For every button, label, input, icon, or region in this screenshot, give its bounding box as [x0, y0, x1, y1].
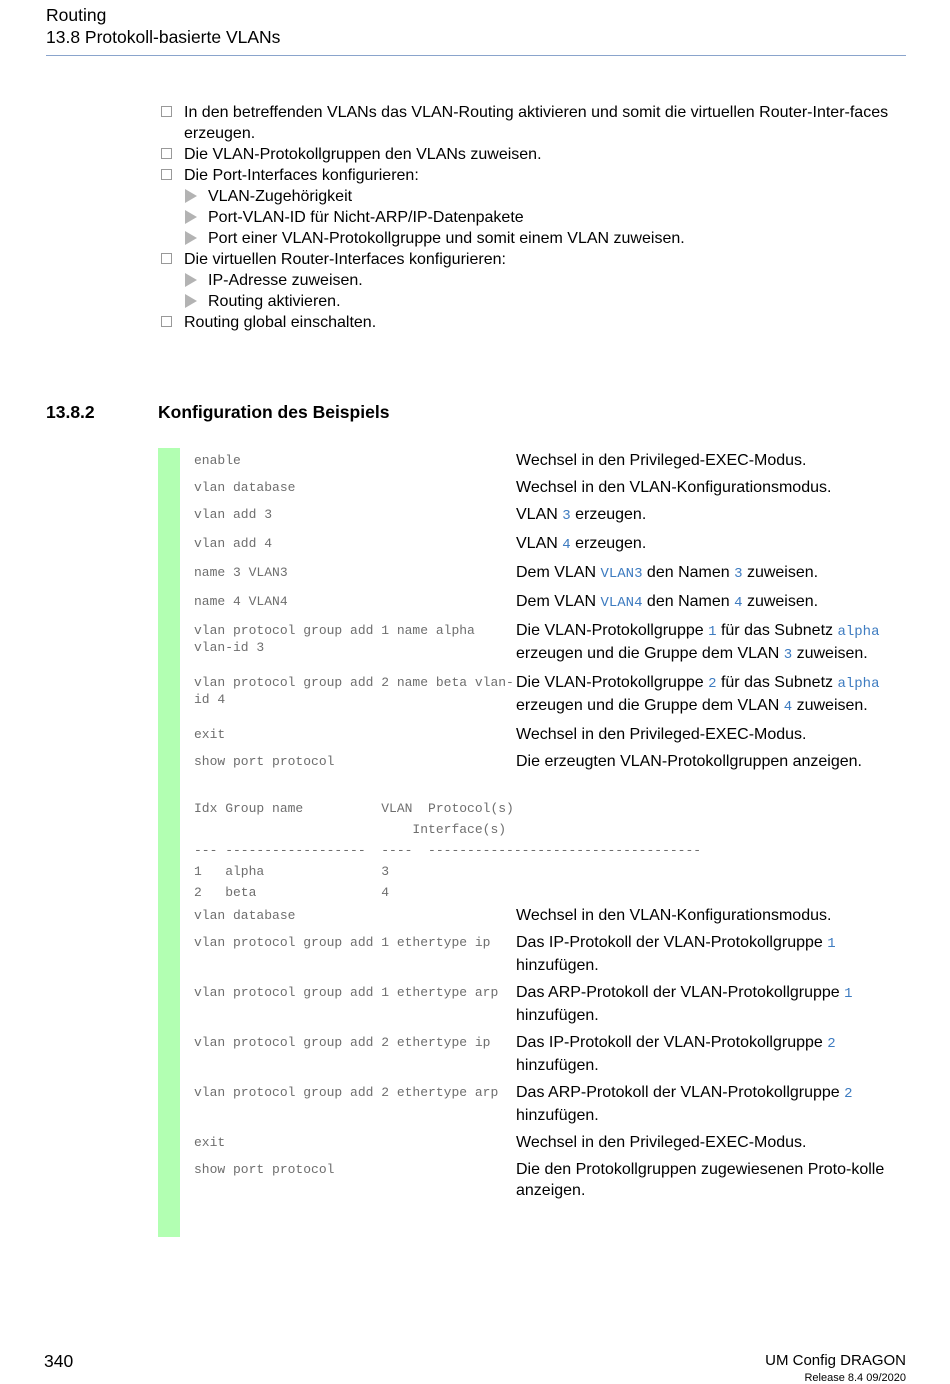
arrow-bullet-icon	[185, 210, 197, 224]
command-description	[516, 1032, 910, 1076]
description-text: für das Subnetz	[716, 622, 838, 639]
running-header	[46, 4, 280, 48]
command-text: enable	[194, 453, 241, 468]
doc-title: UM Config DRAGON	[765, 1352, 906, 1369]
description-text: VLAN	[516, 506, 563, 523]
checkbox-bullet-icon	[161, 169, 172, 180]
release-info: Release 8.4 09/2020	[804, 1372, 906, 1384]
sub-step-item	[158, 291, 910, 312]
description-text: erzeugen und die Gruppe dem VLAN	[516, 697, 784, 714]
command-row	[194, 620, 910, 666]
command-description	[516, 450, 910, 471]
step-item	[158, 312, 910, 333]
description-text: hinzufügen.	[516, 1057, 599, 1074]
description-text: Die erzeugten VLAN-Protokollgruppen anzeigen.	[516, 753, 862, 770]
description-text: Die den Protokollgruppen zugewiesenen Proto-kolle anzeigen.	[516, 1161, 885, 1199]
command-text: vlan protocol group add 2 ethertype ip	[194, 1035, 491, 1050]
description-text: Das ARP-Protokoll der VLAN-Protokollgruppe	[516, 1084, 845, 1101]
command-row	[194, 672, 910, 718]
description-text: zuweisen.	[742, 593, 819, 610]
step-list	[158, 102, 910, 333]
command-description	[516, 1082, 910, 1126]
description-text: zuweisen.	[792, 645, 868, 662]
command-text: vlan add 4	[194, 536, 273, 551]
arrow-bullet-icon	[185, 294, 197, 308]
step-item	[158, 102, 910, 144]
arrow-bullet-icon	[185, 273, 197, 287]
command-text: vlan protocol group add 1 ethertype arp	[194, 985, 499, 1000]
command-description	[516, 1132, 910, 1153]
inline-code: 2	[708, 676, 717, 692]
command-text: name 3 VLAN3	[194, 565, 288, 580]
command-description	[516, 982, 910, 1026]
command-table	[194, 450, 910, 1201]
description-text: Die VLAN-Protokollgruppe	[516, 674, 709, 691]
description-text: Wechsel in den VLAN-Konfigurationsmodus.	[516, 479, 832, 496]
command-row	[194, 1032, 910, 1076]
command-text: exit	[194, 727, 226, 742]
command-text: show port protocol	[194, 754, 335, 769]
section-number: 13.8.2	[46, 402, 95, 422]
description-text: VLAN	[516, 535, 563, 552]
arrow-bullet-icon	[185, 231, 197, 245]
command-row	[194, 533, 910, 556]
command-text: vlan add 3	[194, 507, 273, 522]
output-header-2: Interface(s)	[194, 822, 507, 837]
header-rule	[46, 55, 906, 56]
command-text: vlan protocol group add 1 ethertype ip	[194, 935, 491, 950]
output-separator: --- ------------------ ---- -----------------------------------	[194, 843, 702, 858]
step-item	[158, 165, 910, 186]
sub-step-item	[158, 207, 910, 228]
description-text: den Namen	[642, 593, 735, 610]
sub-step-item	[158, 228, 910, 249]
checkbox-bullet-icon	[161, 316, 172, 327]
command-description	[516, 562, 910, 585]
command-description	[516, 533, 910, 556]
description-text: hinzufügen.	[516, 1107, 599, 1124]
header-chapter: Routing	[46, 5, 107, 25]
command-row	[194, 450, 910, 471]
output-row: 2 beta 4	[194, 885, 390, 900]
command-row	[194, 724, 910, 745]
inline-code: 1	[708, 624, 717, 640]
description-text: Die VLAN-Protokollgruppe	[516, 622, 709, 639]
inline-code: 2	[827, 1036, 836, 1052]
command-description	[516, 504, 910, 527]
command-output	[194, 798, 910, 903]
inline-code: 4	[734, 595, 743, 611]
inline-code: 1	[827, 936, 836, 952]
output-header-1: Idx Group name VLAN Protocol(s)	[194, 801, 514, 816]
command-text: vlan protocol group add 2 ethertype arp	[194, 1085, 499, 1100]
command-row	[194, 562, 910, 585]
command-description	[516, 672, 910, 718]
command-row	[194, 1159, 910, 1201]
command-text: exit	[194, 1135, 226, 1150]
description-text: erzeugen.	[570, 506, 647, 523]
inline-code: 3	[562, 508, 571, 524]
description-text: Wechsel in den Privileged-EXEC-Modus.	[516, 1134, 807, 1151]
command-row	[194, 751, 910, 772]
section-title: Konfiguration des Beispiels	[158, 402, 390, 422]
command-row	[194, 477, 910, 498]
command-text: name 4 VLAN4	[194, 594, 288, 609]
output-row: 1 alpha 3	[194, 864, 390, 879]
description-text: Das ARP-Protokoll der VLAN-Protokollgruppe	[516, 984, 845, 1001]
inline-code: VLAN4	[600, 595, 643, 611]
header-section: 13.8 Protokoll-basierte VLANs	[46, 27, 281, 47]
description-text: Das IP-Protokoll der VLAN-Protokollgruppe	[516, 934, 828, 951]
command-row	[194, 905, 910, 926]
step-text: IP-Adresse zuweisen.	[208, 272, 363, 289]
command-text: vlan protocol group add 2 name beta vlan-id 4	[194, 675, 514, 707]
inline-code: alpha	[837, 676, 880, 692]
code-marker-bar	[158, 448, 180, 1237]
inline-code: 3	[783, 647, 793, 663]
description-text: den Namen	[642, 564, 735, 581]
command-row	[194, 504, 910, 527]
step-text: Die virtuellen Router-Interfaces konfigurieren:	[184, 251, 506, 268]
description-text: Das IP-Protokoll der VLAN-Protokollgruppe	[516, 1034, 828, 1051]
command-text: vlan database	[194, 480, 296, 495]
description-text: Wechsel in den VLAN-Konfigurationsmodus.	[516, 907, 832, 924]
command-description	[516, 620, 910, 666]
inline-code: 2	[844, 1086, 853, 1102]
description-text: hinzufügen.	[516, 1007, 599, 1024]
description-text: zuweisen.	[792, 697, 868, 714]
command-description	[516, 1159, 910, 1201]
inline-code: 3	[734, 566, 743, 582]
description-text: Dem VLAN	[516, 564, 601, 581]
step-text: Routing global einschalten.	[184, 314, 377, 331]
command-group-b	[194, 905, 910, 1201]
description-text: Wechsel in den Privileged-EXEC-Modus.	[516, 726, 807, 743]
command-row	[194, 1082, 910, 1126]
checkbox-bullet-icon	[161, 253, 172, 264]
command-description	[516, 932, 910, 976]
page-number: 340	[44, 1351, 74, 1371]
command-description	[516, 905, 910, 926]
arrow-bullet-icon	[185, 189, 197, 203]
step-text: Routing aktivieren.	[208, 293, 341, 310]
step-item	[158, 144, 910, 165]
inline-code: VLAN3	[600, 566, 643, 582]
command-text: show port protocol	[194, 1162, 335, 1177]
sub-step-item	[158, 270, 910, 291]
description-text: für das Subnetz	[716, 674, 838, 691]
checkbox-bullet-icon	[161, 148, 172, 159]
checkbox-bullet-icon	[161, 106, 172, 117]
description-text: hinzufügen.	[516, 957, 599, 974]
command-group-a	[194, 450, 910, 772]
command-description	[516, 751, 910, 772]
step-text: Die Port-Interfaces konfigurieren:	[184, 167, 419, 184]
description-text: zuweisen.	[742, 564, 819, 581]
command-row	[194, 1132, 910, 1153]
step-text: Die VLAN-Protokollgruppen den VLANs zuweisen.	[184, 146, 542, 163]
step-text: VLAN-Zugehörigkeit	[208, 188, 353, 205]
description-text: erzeugen.	[570, 535, 647, 552]
command-row	[194, 591, 910, 614]
command-text: vlan database	[194, 908, 296, 923]
step-text: Port einer VLAN-Protokollgruppe und somit einem VLAN zuweisen.	[208, 230, 685, 247]
inline-code: 4	[783, 699, 793, 715]
description-text: Dem VLAN	[516, 593, 601, 610]
command-row	[194, 982, 910, 1026]
command-description	[516, 591, 910, 614]
step-item	[158, 249, 910, 270]
step-text: Port-VLAN-ID für Nicht-ARP/IP-Datenpakete	[208, 209, 524, 226]
command-description	[516, 724, 910, 745]
description-text: erzeugen und die Gruppe dem VLAN	[516, 645, 784, 662]
command-description	[516, 477, 910, 498]
inline-code: 4	[562, 537, 571, 553]
sub-step-item	[158, 186, 910, 207]
command-text: vlan protocol group add 1 name alpha vlan-id 3	[194, 623, 483, 655]
inline-code: 1	[844, 986, 853, 1002]
description-text: Wechsel in den Privileged-EXEC-Modus.	[516, 452, 807, 469]
step-text: In den betreffenden VLANs das VLAN-Routing aktivieren und somit die virtuellen Router-Inter-faces erzeugen.	[184, 104, 889, 142]
command-row	[194, 932, 910, 976]
inline-code: alpha	[837, 624, 880, 640]
